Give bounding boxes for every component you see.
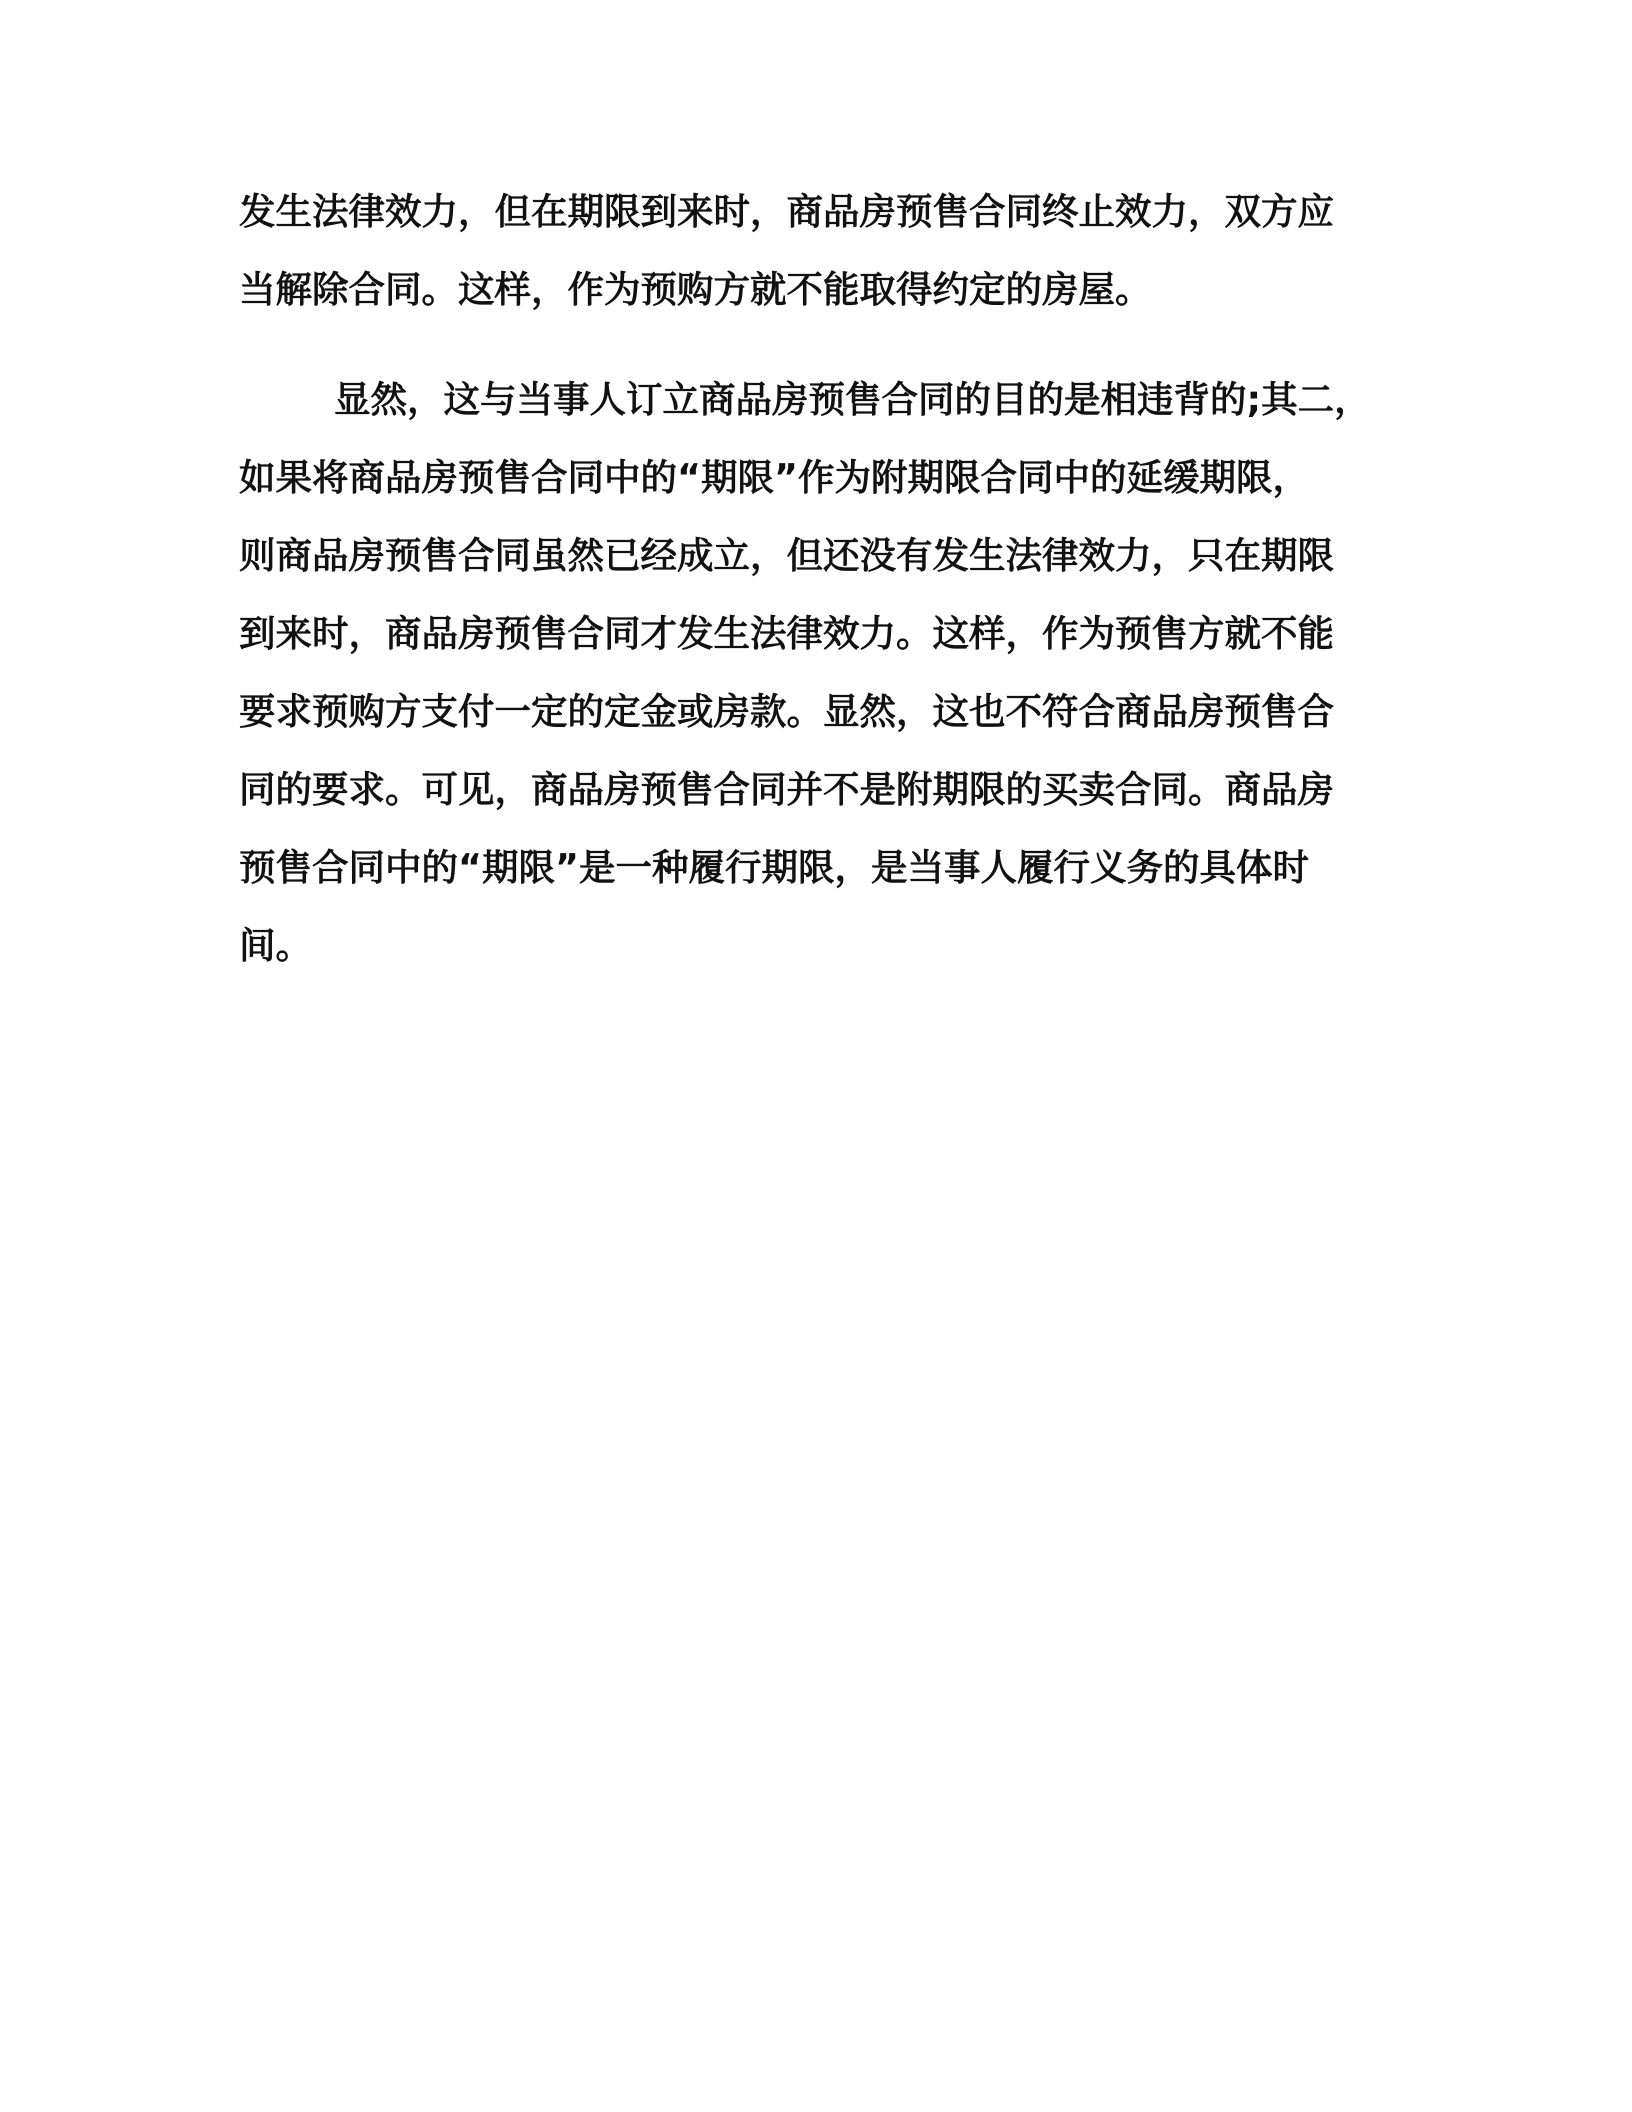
paragraph-2-line-2: 如果将商品房预售合同中的“期限”作为附期限合同中的延缓期限，	[239, 456, 1309, 499]
paragraph-2-line-5: 要求预购方支付一定的定金或房款。显然，这也不符合商品房预售合	[239, 690, 1334, 733]
paragraph-1-line-2: 当解除合同。这样，作为预购方就不能取得约定的房屋。	[239, 268, 1152, 311]
paragraph-2-line-1: 显然，这与当事人订立商品房预售合同的目的是相违背的;其二，	[334, 378, 1371, 421]
paragraph-2-line-6: 同的要求。可见，商品房预售合同并不是附期限的买卖合同。商品房	[239, 768, 1334, 811]
paragraph-2-line-3: 则商品房预售合同虽然已经成立，但还没有发生法律效力，只在期限	[239, 534, 1334, 577]
paragraph-1-line-1: 发生法律效力，但在期限到来时，商品房预售合同终止效力，双方应	[239, 190, 1334, 233]
paragraph-2-line-4: 到来时，商品房预售合同才发生法律效力。这样，作为预售方就不能	[239, 612, 1334, 655]
paragraph-2-line-7: 预售合同中的“期限”是一种履行期限，是当事人履行义务的具体时	[239, 846, 1309, 889]
paragraph-2-line-8: 间。	[239, 924, 312, 967]
